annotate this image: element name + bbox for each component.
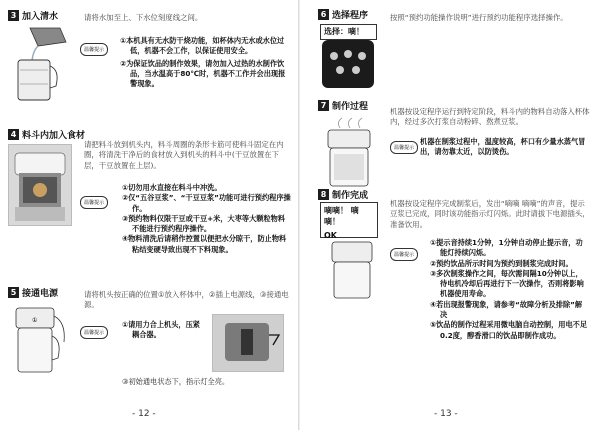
section-8-tip-2: ②预约饮品所示时间为预约到制浆完成时间。 <box>430 258 573 268</box>
section-4-tip-2: ②仅“五谷豆浆”、“干豆豆浆”功能可进行预约程序操作。 <box>122 193 291 213</box>
section-3-intro: 请将水加至上、下水位刻度线之间。 <box>84 13 203 22</box>
coupler-illustration <box>212 314 284 372</box>
section-7-number: 7 <box>318 100 329 111</box>
svg-text:①: ① <box>32 317 38 324</box>
section-4-header <box>8 128 85 140</box>
section-8-tip-3: ③多次制浆操作之间，每次需间隔10分钟以上，待电机冷却后再进行下一次操作，否则将影响机器使用寿命。 <box>430 268 584 299</box>
section-5-tips <box>122 320 206 341</box>
power-illustration <box>8 302 70 388</box>
section-8-intro: 机器按设定程序完成制浆后，发出“嘀嘀 嘀嘀”的声音，提示豆浆已完成，同时该功能指示灯闪烁。此时请拔下电源插头，准备饮用。 <box>390 199 590 229</box>
right-page <box>300 0 600 430</box>
section-8-tip-5: ⑤饮品的制作过程采用微电脑自动控制，用电不足0.2度，醇香滑口的饮品即制作成功。 <box>430 320 588 340</box>
making-illustration <box>318 114 380 190</box>
section-8-tips <box>430 238 588 341</box>
section-3-header <box>8 9 58 21</box>
section-7-intro: 机器按设定程序运行到特定阶段，料斗内的物料自动落入杯体内，经过多次打浆自动粉碎、熬煮豆浆。 <box>390 107 590 127</box>
left-page-number: - 12 - <box>132 409 156 419</box>
machine-plug-icon <box>8 302 70 388</box>
steaming-machine-icon <box>318 114 380 190</box>
section-7-tip-1: 机器在制浆过程中，温度较高，杯口有少量水蒸气冒出，请勿靠太近，以防烫伤。 <box>420 137 586 157</box>
section-8-tip-badge: 温馨提示 <box>390 248 418 261</box>
hopper-photo-icon <box>9 145 71 225</box>
section-6-header <box>318 8 368 20</box>
kettle-pour-icon <box>8 24 70 108</box>
section-6-lcd: 选择：嘀！ <box>320 24 377 40</box>
section-6-title: 选择程序 <box>332 10 369 21</box>
section-5-tip-1: ①请用力合上机头，压紧耦合器。 <box>122 320 200 340</box>
hopper-illustration <box>8 144 72 226</box>
section-4-tip-1: ①切勿用水直接在料斗中冲洗。 <box>122 183 222 192</box>
section-8-lcd-ok: OK <box>324 231 337 240</box>
section-4-tip-4: ④物料清洗后请稍作控置以便把水分晾干，防止物料粘结变硬导致出现不下料现象。 <box>122 234 287 254</box>
section-5-title: 接通电源 <box>22 288 59 299</box>
right-page-number: - 13 - <box>434 409 458 419</box>
add-water-illustration <box>8 24 70 108</box>
section-5-note: ③初始通电状态下，指示灯全亮。 <box>122 377 230 386</box>
section-5-tip-badge: 温馨提示 <box>80 326 108 339</box>
section-3-tip-2: ②为保证饮品的制作效果，请勿加入过热的水制作饮品，当水温高于80℃时，机器不工作并会出现报警现象。 <box>120 58 286 89</box>
section-6-number: 6 <box>318 9 329 20</box>
section-4-intro: 请把料斗放到机头内，料斗周圈的条形卡筋可使料斗固定在内圈，将清洗干净后的食材放入到机头的料斗中(干豆放置在下层，干豆放置在上层)。 <box>84 140 284 170</box>
section-7-tip-badge: 温馨提示 <box>390 141 418 154</box>
coupler-photo-icon <box>213 315 283 371</box>
section-8-tip-1: ①提示音持续1分钟，1分钟自动停止提示音，功能灯持续闪烁。 <box>430 238 583 258</box>
section-4-tips <box>122 183 292 255</box>
section-8-lcd <box>320 202 378 238</box>
section-3-tip-1: ①本机具有无水防干烧功能，如杯体内无水或水位过低，机器不会工作，以保证使用安全。 <box>120 36 285 56</box>
section-6-intro: 按照“预约功能操作说明”进行预约功能程序选择操作。 <box>390 13 568 22</box>
section-3-tip-badge: 温馨提示 <box>80 43 108 56</box>
section-4-title: 料斗内加入食材 <box>22 130 86 141</box>
section-4-number: 4 <box>8 129 19 140</box>
section-8-number: 8 <box>318 189 329 200</box>
section-7-tips <box>420 137 592 158</box>
section-3-title: 加入清水 <box>22 11 59 22</box>
section-8-header <box>318 188 368 200</box>
section-4-tip-badge: 温馨提示 <box>80 196 108 209</box>
section-7-header <box>318 99 368 111</box>
section-5-intro: 请将机头按正确的位置①放入杯体中，②插上电源线，③接通电源。 <box>84 290 289 310</box>
section-8-lcd-text: 嘀嘀！ 嘀嘀！ <box>324 206 359 226</box>
section-8-tip-4: ④若出现报警现象，请参考“故障分析及排除”解决 <box>430 299 583 320</box>
left-page <box>0 0 299 430</box>
section-3-number: 3 <box>8 10 19 21</box>
section-8-title: 制作完成 <box>332 190 369 201</box>
section-7-title: 制作过程 <box>332 101 369 112</box>
section-4-tip-3: ③预约物料仅限干豆或干豆+米，大枣等大颗粒物料不能进行预约程序操作。 <box>122 213 286 234</box>
section-5-header <box>8 286 58 298</box>
section-5-number: 5 <box>8 287 19 298</box>
section-3-tips <box>120 36 292 89</box>
